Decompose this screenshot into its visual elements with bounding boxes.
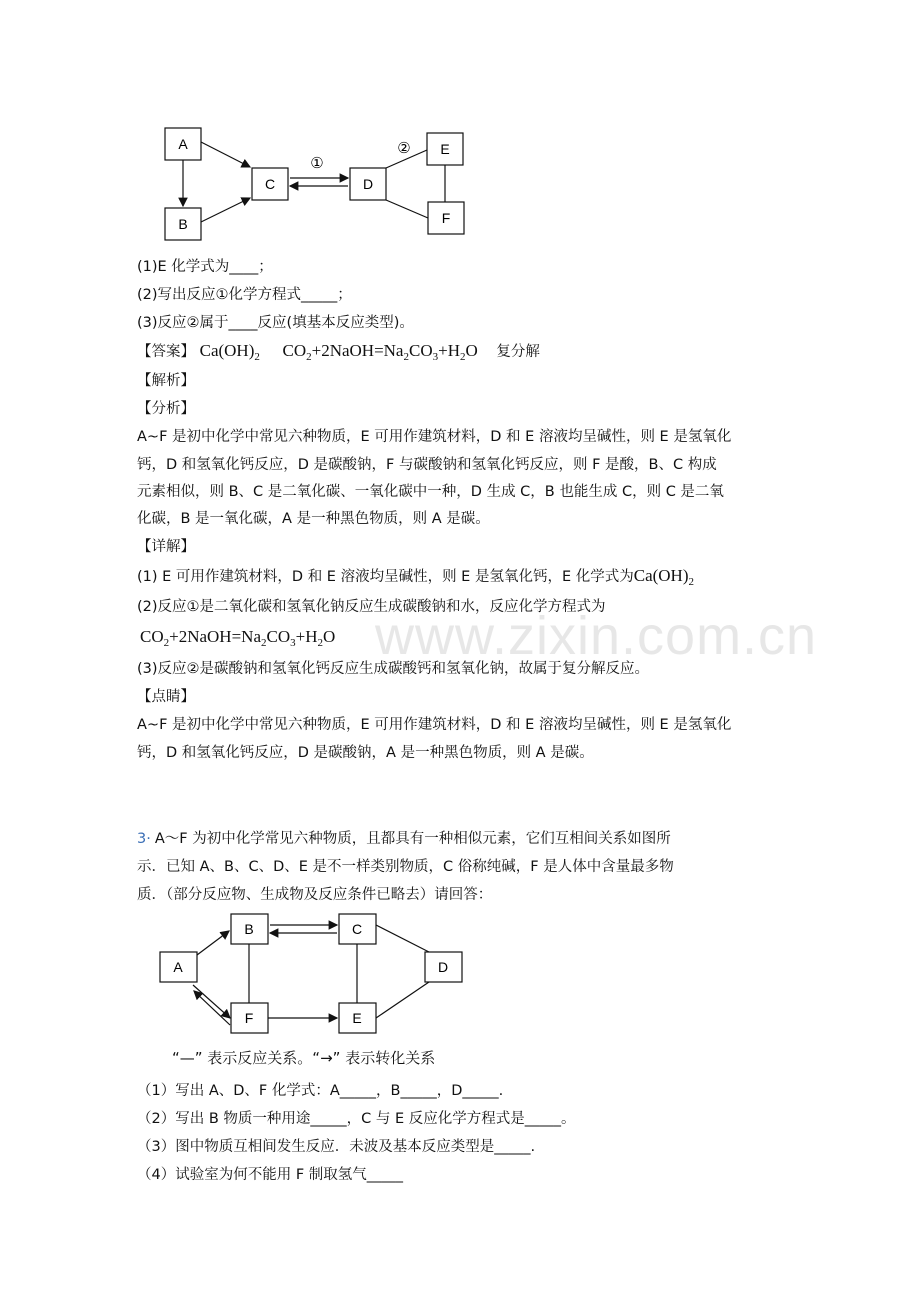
analysis-line-4: 化碳，B 是一氧化碳，A 是一种黑色物质，则 A 是碳。 bbox=[137, 511, 490, 527]
node-c-label: C bbox=[264, 176, 276, 192]
answer-label: 【答案】 bbox=[137, 344, 195, 360]
arrow-b-to-c bbox=[201, 198, 250, 222]
node2-c-label: C bbox=[351, 921, 363, 937]
analysis-line-1: A~F 是初中化学中常见六种物质，E 可用作建筑材料，D 和 E 溶液均呈碱性，则 E 是氢氧化 bbox=[137, 429, 732, 445]
node2-f-label: F bbox=[244, 1010, 254, 1026]
question-1: (1)E 化学式为____； bbox=[137, 259, 273, 275]
node2-e-label: E bbox=[352, 1010, 362, 1026]
arrow-a-to-c bbox=[201, 142, 250, 167]
fenxi-label: 【分析】 bbox=[137, 401, 195, 417]
watermark: www.zixin.com.cn bbox=[375, 606, 818, 666]
detail-label: 【详解】 bbox=[137, 539, 195, 555]
analysis-line-3: 元素相似，则 B、C 是二氧化碳、一氧化碳中一种，D 生成 C，B 也能生成 C，则 C 是二氧 bbox=[137, 484, 724, 500]
detail-line-3: (3)反应②是碳酸钠和氢氧化钙反应生成碳酸钙和氢氧化钠，故属于复分解反应。 bbox=[137, 661, 650, 677]
answer-line bbox=[137, 341, 540, 367]
q3-line-2: 示．已知 A、B、C、D、E 是不一样类别物质，C 俗称纯碱，F 是人体中含量最多物 bbox=[137, 859, 674, 875]
line-d-f bbox=[386, 200, 428, 218]
diagram2-legend: “—” 表示反应关系。“→” 表示转化关系 bbox=[172, 1049, 436, 1067]
question-2: (2)写出反应①化学方程式_____； bbox=[137, 287, 352, 303]
q3-number: 3 bbox=[137, 831, 147, 847]
node-a-label: A bbox=[178, 136, 188, 152]
detail-line-2: (2)反应①是二氧化碳和氢氧化钠反应生成碳酸钠和水，反应化学方程式为 bbox=[137, 599, 606, 615]
answer-formula-1: $Ca(OH)_2$ bbox=[199, 341, 260, 363]
analysis-line-2: 钙，D 和氢氧化钙反应，D 是碳酸钠，F 与碳酸钠和氢氧化钙反应，则 F 是酸，B、C 构成 bbox=[137, 457, 717, 473]
answer-equation: $CO_2+2NaOH=Na_2CO_3+H_2O$ bbox=[282, 341, 478, 363]
q3-sub-4: （4）试验室为何不能用 F 制取氢气_____ bbox=[137, 1167, 404, 1183]
answer-reaction-type: 复分解 bbox=[496, 344, 540, 360]
node2-b-label: B bbox=[244, 921, 254, 937]
node-e-label: E bbox=[440, 141, 450, 157]
dianjing-line-2: 钙，D 和氢氧化钙反应，D 是碳酸钠，A 是一种黑色物质，则 A 是碳。 bbox=[137, 745, 594, 761]
line2-e-d bbox=[376, 982, 429, 1018]
node2-d-label: D bbox=[437, 959, 449, 975]
dianjing-label: 【点睛】 bbox=[137, 689, 195, 705]
reaction-diagram-2 bbox=[150, 905, 480, 1045]
node2-a-label: A bbox=[173, 959, 183, 975]
question-3: (3)反应②属于____反应(填基本反应类型)。 bbox=[137, 315, 414, 331]
detail-line-1: (1) E 可用作建筑材料，D 和 E 溶液均呈碱性，则 E 是氢氧化钙，E 化学式为$Ca(OH)_2$ bbox=[137, 566, 694, 588]
node-d-label: D bbox=[362, 176, 374, 192]
node-b-label: B bbox=[178, 216, 188, 232]
q3-sub-2: （2）写出 B 物质一种用途_____，C 与 E 反应化学方程式是_____。 bbox=[137, 1111, 576, 1127]
jiexi-label: 【解析】 bbox=[137, 373, 195, 389]
reaction-diagram-1 bbox=[150, 120, 480, 245]
q3-sub-1: （1）写出 A、D、F 化学式：A_____，B_____，D_____. bbox=[137, 1083, 504, 1099]
line2-c-d bbox=[376, 925, 429, 952]
detail-equation: $CO_2+2NaOH=Na_2CO_3+H_2O$ bbox=[140, 627, 336, 649]
reaction-1-label: ① bbox=[310, 155, 324, 172]
detail-formula: $Ca(OH)_2$ bbox=[633, 566, 694, 588]
q3-sub-3: （3）图中物质互相间发生反应．未波及基本反应类型是_____. bbox=[137, 1139, 536, 1155]
node-f-label: F bbox=[441, 210, 451, 226]
arrow2-a-to-f bbox=[193, 985, 230, 1018]
arrow2-a-to-b bbox=[197, 931, 229, 955]
reaction-2-label: ② bbox=[397, 140, 411, 157]
q3-line-1: 3· A～F 为初中化学常见六种物质，且都具有一种相似元素，它们互相间关系如图所 bbox=[137, 831, 671, 847]
arrow2-f-to-a bbox=[194, 991, 230, 1025]
dianjing-line-1: A~F 是初中化学中常见六种物质，E 可用作建筑材料，D 和 E 溶液均呈碱性，则 E 是氢氧化 bbox=[137, 717, 732, 733]
q3-line-3: 质．（部分反应物、生成物及反应条件已略去）请回答： bbox=[137, 887, 493, 903]
